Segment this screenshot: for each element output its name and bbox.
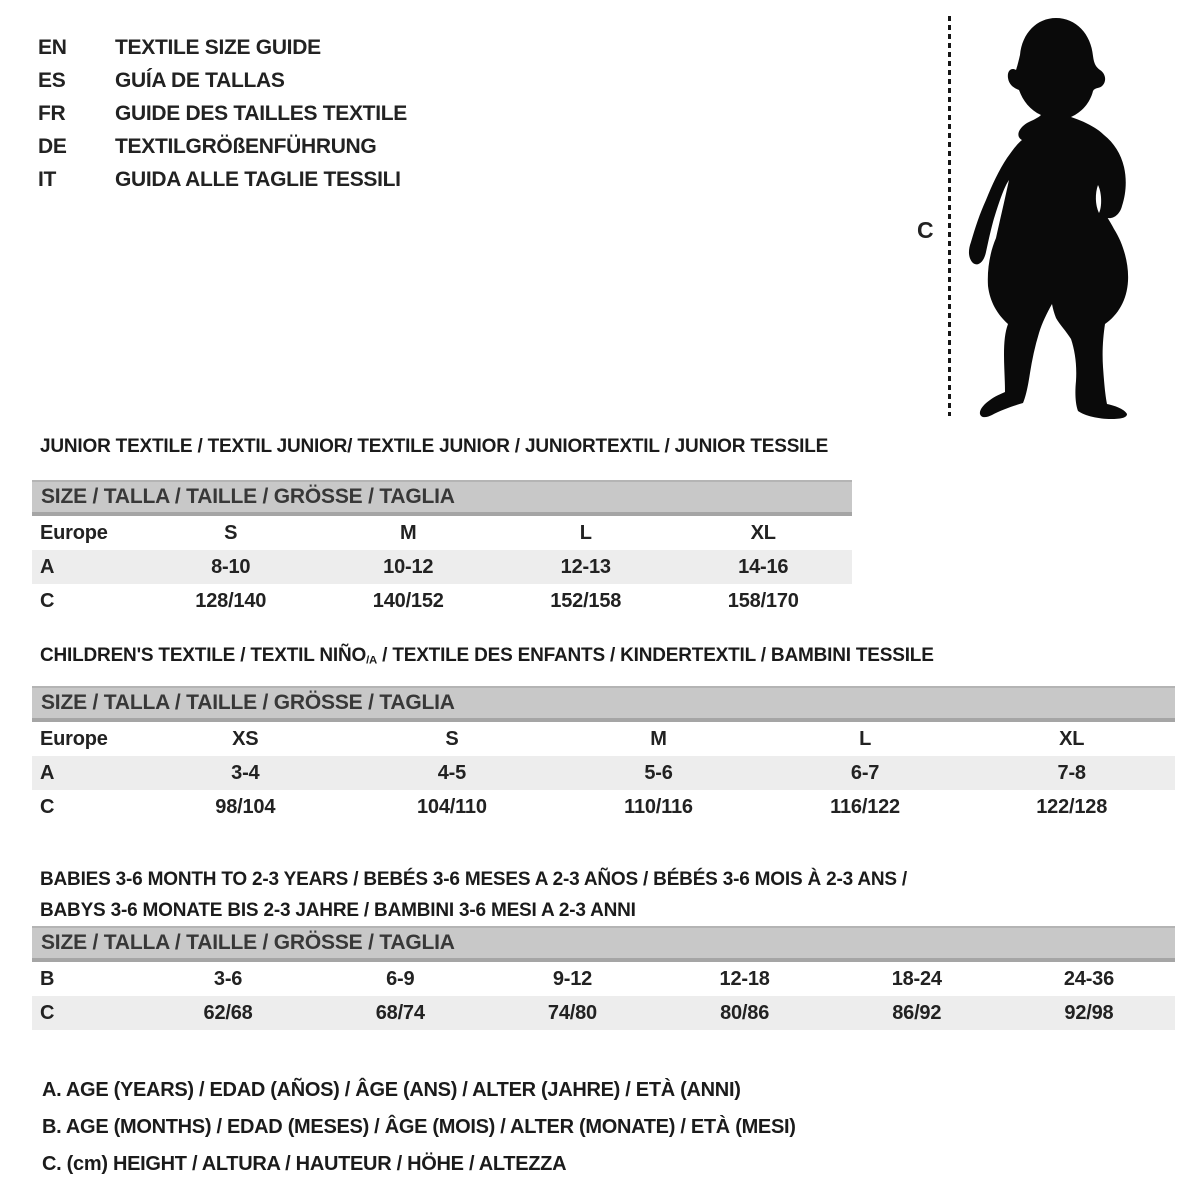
legend-line: C. (cm) HEIGHT / ALTURA / HAUTEUR / HÖHE / ALTEZZA — [42, 1153, 567, 1175]
table-row-c — [32, 790, 1175, 824]
table-cell: 14-16 — [738, 555, 789, 578]
table-cell: 116/122 — [830, 795, 900, 818]
language-code: FR — [38, 101, 66, 125]
children-title-pre: CHILDREN'S TEXTILE / TEXTIL NIÑO — [40, 645, 367, 666]
toddler-silhouette-icon — [963, 15, 1135, 420]
language-row — [38, 163, 407, 196]
language-guide-title: GUIDE DES TAILLES TEXTILE — [115, 101, 407, 125]
babies-section-title — [40, 864, 907, 926]
table-row-europe — [32, 516, 852, 550]
table-cell: 6-9 — [386, 967, 415, 990]
height-measure-dashed-line — [948, 16, 951, 416]
table-cell: XL — [750, 521, 776, 544]
junior-size-table — [32, 516, 852, 618]
language-code: IT — [38, 167, 57, 191]
row-label: A — [40, 555, 55, 578]
language-guide-title: TEXTILGRÖßENFÜHRUNG — [115, 134, 377, 158]
table-cell: XS — [232, 727, 259, 750]
table-cell: 12-13 — [560, 555, 611, 578]
table-row-c — [32, 584, 852, 618]
babies-title-line2: BABYS 3-6 MONATE BIS 2-3 JAHRE / BAMBINI 3-6 MESI A 2-3 ANNI — [40, 900, 636, 921]
children-title-subscript: /A — [366, 654, 378, 667]
table-cell: 110/116 — [624, 795, 693, 818]
table-cell: 92/98 — [1064, 1001, 1114, 1024]
table-cell: L — [859, 727, 872, 750]
table-cell: S — [445, 727, 459, 750]
table-cell: 128/140 — [195, 589, 267, 612]
row-label: C — [40, 1001, 55, 1024]
table-cell: 158/170 — [727, 589, 799, 612]
table-cell: S — [224, 521, 238, 544]
measurement-legend — [42, 1072, 796, 1183]
table-cell: 62/68 — [203, 1001, 253, 1024]
babies-size-header-band: SIZE / TALLA / TAILLE / GRÖSSE / TAGLIA — [32, 926, 1175, 962]
table-cell: 3-6 — [213, 967, 243, 990]
junior-size-header-band: SIZE / TALLA / TAILLE / GRÖSSE / TAGLIA — [32, 480, 852, 516]
language-row — [38, 31, 407, 64]
table-cell: 18-24 — [891, 967, 942, 990]
language-title-list — [38, 31, 407, 196]
language-guide-title: GUIDA ALLE TAGLIE TESSILI — [115, 167, 401, 191]
row-label: C — [40, 589, 55, 612]
language-row — [38, 130, 407, 163]
language-row — [38, 64, 407, 97]
table-cell: 5-6 — [644, 761, 673, 784]
table-cell: 7-8 — [1057, 761, 1086, 784]
table-cell: 98/104 — [215, 795, 276, 818]
children-title-post: / TEXTILE DES ENFANTS / KINDERTEXTIL / BAMBINI TESSILE — [377, 645, 934, 666]
children-size-table — [32, 722, 1175, 824]
row-label: Europe — [40, 521, 108, 544]
babies-title-line1: BABIES 3-6 MONTH TO 2-3 YEARS / BEBÉS 3-6 MESES A 2-3 AÑOS / BÉBÉS 3-6 MOIS À 2-3 ANS / — [40, 869, 908, 890]
table-cell: 10-12 — [383, 555, 434, 578]
table-cell: M — [400, 521, 417, 544]
legend-line: A. AGE (YEARS) / EDAD (AÑOS) / ÂGE (ANS) / ALTER (JAHRE) / ETÀ (ANNI) — [42, 1079, 741, 1101]
children-size-header-band: SIZE / TALLA / TAILLE / GRÖSSE / TAGLIA — [32, 686, 1175, 722]
row-label: Europe — [40, 727, 108, 750]
row-label: A — [40, 761, 55, 784]
table-cell: 104/110 — [416, 795, 487, 818]
table-cell: 68/74 — [375, 1001, 425, 1024]
language-guide-title: GUÍA DE TALLAS — [115, 68, 285, 92]
height-measure-label: C — [917, 217, 934, 243]
table-cell: 152/158 — [550, 589, 622, 612]
table-cell: 80/86 — [720, 1001, 770, 1024]
table-cell: L — [579, 521, 592, 544]
table-row-b — [32, 962, 1175, 996]
table-cell: 140/152 — [372, 589, 444, 612]
table-cell: 4-5 — [437, 761, 467, 784]
children-section-title — [40, 645, 934, 667]
language-guide-title: TEXTILE SIZE GUIDE — [115, 35, 321, 59]
table-row-a — [32, 550, 852, 584]
babies-size-table — [32, 962, 1175, 1030]
table-cell: 86/92 — [892, 1001, 942, 1024]
table-cell: 3-4 — [231, 761, 260, 784]
table-cell: 9-12 — [552, 967, 593, 990]
language-code: ES — [38, 68, 66, 92]
row-label: C — [40, 795, 55, 818]
table-row-a — [32, 756, 1175, 790]
table-cell: 74/80 — [547, 1001, 597, 1024]
language-code: DE — [38, 134, 67, 158]
table-cell: M — [650, 727, 667, 750]
language-code: EN — [38, 35, 67, 59]
legend-line: B. AGE (MONTHS) / EDAD (MESES) / ÂGE (MOIS) / ALTER (MONATE) / ETÀ (MESI) — [42, 1116, 796, 1138]
junior-section-title: JUNIOR TEXTILE / TEXTIL JUNIOR/ TEXTILE JUNIOR / JUNIORTEXTIL / JUNIOR TESSILE — [40, 436, 829, 457]
table-row-c — [32, 996, 1175, 1030]
table-cell: 12-18 — [719, 967, 770, 990]
table-row-europe — [32, 722, 1175, 756]
table-cell: 8-10 — [211, 555, 251, 578]
language-row — [38, 97, 407, 130]
table-cell: 24-36 — [1063, 967, 1115, 990]
table-cell: 122/128 — [1036, 795, 1108, 818]
row-label: B — [40, 967, 55, 990]
table-cell: 6-7 — [850, 761, 880, 784]
table-cell: XL — [1059, 727, 1085, 750]
